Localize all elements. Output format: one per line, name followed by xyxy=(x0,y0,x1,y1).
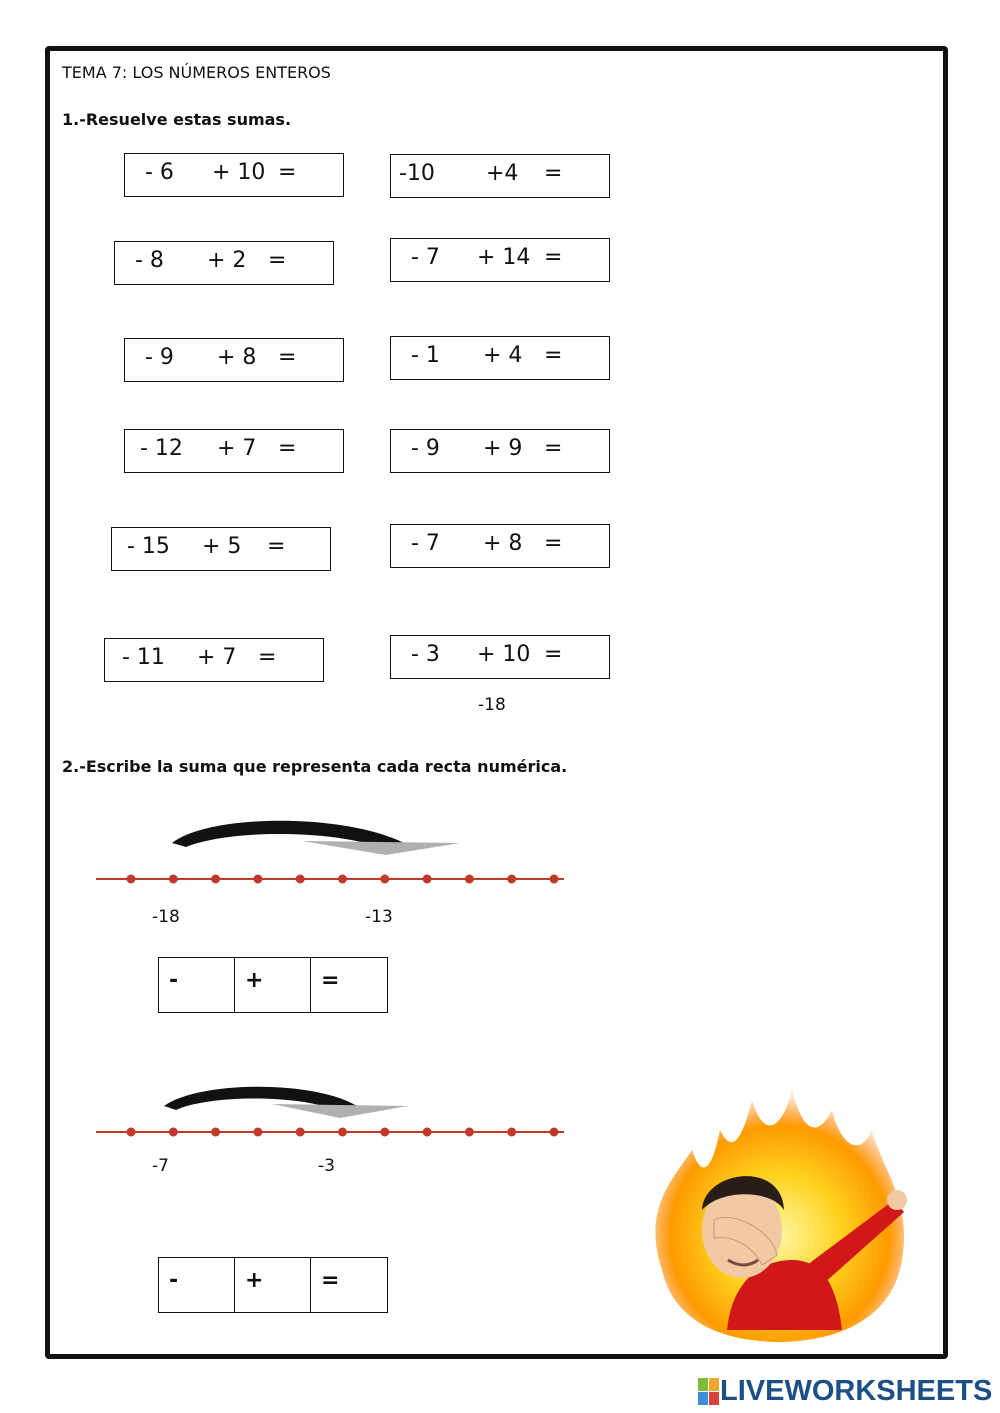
answer-row-2[interactable] xyxy=(158,1257,388,1313)
number-line-point xyxy=(338,1128,347,1137)
page-title: TEMA 7: LOS NÚMEROS ENTEROS xyxy=(62,63,331,82)
number-line-point xyxy=(465,1128,474,1137)
sum-equals: = xyxy=(268,248,287,273)
number-line-point xyxy=(507,875,516,884)
sum-term-a: - 7 xyxy=(411,531,440,556)
number-line-point xyxy=(380,875,389,884)
sum-term-b: + 2 xyxy=(207,248,247,273)
flame-character-illustration xyxy=(632,1060,932,1350)
sum-term-a: -10 xyxy=(399,161,435,186)
sum-term-a: - 11 xyxy=(122,645,165,670)
sum-term-b: + 14 xyxy=(477,245,531,270)
sum-equals: = xyxy=(544,642,563,667)
jump-arrow-head-icon xyxy=(302,841,460,855)
sum-term-a: - 9 xyxy=(411,436,440,461)
sum-equals: = xyxy=(544,343,563,368)
sum-term-a: - 6 xyxy=(145,160,174,185)
sum-equals: = xyxy=(544,245,563,270)
sum-equals: = xyxy=(278,160,297,185)
number-line-point xyxy=(550,875,559,884)
sum-term-b: + 7 xyxy=(217,436,257,461)
stray-label: -18 xyxy=(478,695,506,715)
number-line-point xyxy=(127,1128,136,1137)
sum-box[interactable] xyxy=(104,638,324,682)
sum-box[interactable] xyxy=(124,153,344,197)
number-line-point xyxy=(211,1128,220,1137)
answer-row-1[interactable] xyxy=(158,957,388,1013)
number-line-point xyxy=(380,1128,389,1137)
sum-equals: = xyxy=(544,436,563,461)
sum-term-b: + 10 xyxy=(477,642,531,667)
sum-box[interactable] xyxy=(390,238,610,282)
sum-term-a: - 12 xyxy=(140,436,183,461)
answer-cell-plus[interactable]: + xyxy=(235,1258,311,1312)
number-line-point xyxy=(296,1128,305,1137)
sum-term-b: + 8 xyxy=(483,531,523,556)
sum-box[interactable] xyxy=(390,635,610,679)
number-line-point xyxy=(507,1128,516,1137)
number-line-point xyxy=(423,1128,432,1137)
sum-box[interactable] xyxy=(390,429,610,473)
sum-equals: = xyxy=(267,534,286,559)
sum-term-b: + 4 xyxy=(483,343,523,368)
sum-term-a: - 7 xyxy=(411,245,440,270)
sum-box[interactable] xyxy=(390,524,610,568)
number-line-point xyxy=(550,1128,559,1137)
sum-equals: = xyxy=(278,436,297,461)
line-1-start-label: -18 xyxy=(152,907,180,927)
number-line-point xyxy=(253,875,262,884)
sum-term-a: - 1 xyxy=(411,343,440,368)
number-line-point xyxy=(338,875,347,884)
logo-mark-icon xyxy=(698,1378,720,1406)
answer-cell-equals[interactable]: = xyxy=(321,968,340,993)
sum-term-a: - 8 xyxy=(135,248,164,273)
sum-box[interactable] xyxy=(124,338,344,382)
number-line-point xyxy=(211,875,220,884)
sum-term-b: + 9 xyxy=(483,436,523,461)
answer-cell-plus[interactable]: + xyxy=(235,958,311,1012)
sum-equals: = xyxy=(278,345,297,370)
liveworksheets-logo xyxy=(698,1375,992,1408)
exercise-2-heading: 2.-Escribe la suma que representa cada recta numérica. xyxy=(62,757,568,776)
answer-cell-minus[interactable]: - xyxy=(159,958,235,1012)
sum-box[interactable] xyxy=(114,241,334,285)
sum-equals: = xyxy=(544,161,563,186)
exercise-1-heading: 1.-Resuelve estas sumas. xyxy=(62,110,292,129)
sum-term-b: +4 xyxy=(486,161,519,186)
number-line-point xyxy=(253,1128,262,1137)
number-line-point xyxy=(465,875,474,884)
sum-box[interactable] xyxy=(390,336,610,380)
sum-box[interactable] xyxy=(111,527,331,571)
number-line-point xyxy=(423,875,432,884)
sum-term-b: + 7 xyxy=(197,645,237,670)
line-1-end-label: -13 xyxy=(365,907,393,927)
sum-term-a: - 9 xyxy=(145,345,174,370)
sum-term-b: + 10 xyxy=(212,160,266,185)
sum-term-b: + 5 xyxy=(202,534,242,559)
number-line-point xyxy=(296,875,305,884)
sum-term-a: - 15 xyxy=(127,534,170,559)
number-line-2 xyxy=(90,1080,570,1150)
jump-arrow-head-icon xyxy=(272,1104,408,1118)
sum-equals: = xyxy=(258,645,277,670)
sum-term-b: + 8 xyxy=(217,345,257,370)
line-2-start-label: -7 xyxy=(152,1156,169,1176)
sum-box[interactable] xyxy=(124,429,344,473)
sum-box[interactable] xyxy=(390,154,610,198)
number-line-1 xyxy=(90,815,570,895)
answer-cell-equals[interactable]: = xyxy=(321,1268,340,1293)
sum-equals: = xyxy=(544,531,563,556)
answer-cell-minus[interactable]: - xyxy=(159,1258,235,1312)
line-2-end-label: -3 xyxy=(318,1156,335,1176)
sum-term-a: - 3 xyxy=(411,642,440,667)
logo-text: LIVEWORKSHEETS xyxy=(720,1375,993,1407)
number-line-point xyxy=(127,875,136,884)
number-line-point xyxy=(169,875,178,884)
number-line-point xyxy=(169,1128,178,1137)
